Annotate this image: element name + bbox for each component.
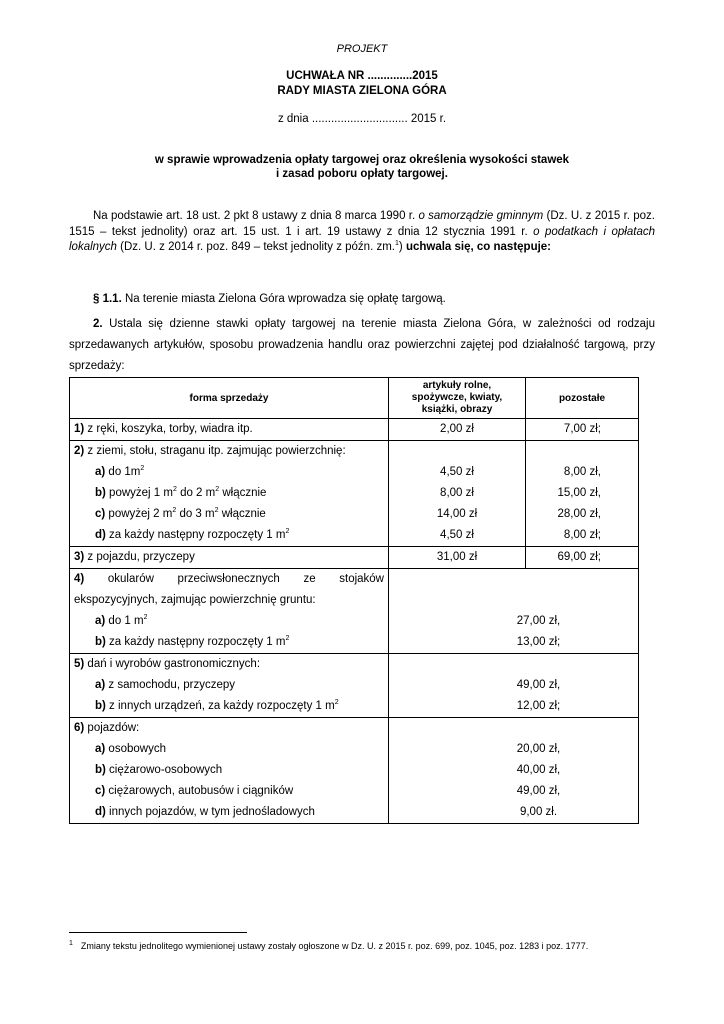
preamble-s5: (Dz. U. z 2014 r. poz. 849 – tekst jednolity z późn. zm. bbox=[116, 241, 395, 253]
section2-text: Ustala się dzienne stawki opłaty targowej na terenie miasta Zielona Góra, w zależności od rodzaju sprzedawanych artykułów, sposobu prowadzenia handlu oraz powierzchni zajętej pod działalność targową, przy sprzedaży: bbox=[69, 318, 655, 372]
table-r2-d-v2: 8,00 zł; bbox=[563, 529, 601, 541]
table-r2-a-v1: 4,50 zł bbox=[440, 466, 474, 478]
table-r2-b-l: b) bbox=[95, 487, 106, 499]
table-header-row bbox=[70, 378, 639, 419]
section-1 bbox=[69, 292, 655, 307]
subject-line-1: w sprawie wprowadzenia opłaty targowej oraz określenia wysokości stawek bbox=[154, 154, 570, 166]
table-r4-num: 4) bbox=[74, 573, 85, 585]
table-r2-num: 2) bbox=[74, 445, 85, 457]
table-row-4 bbox=[70, 569, 639, 654]
table-r4-w1: okularów bbox=[107, 573, 154, 585]
footnote bbox=[69, 941, 588, 951]
table-r2-d-v1: 4,50 zł bbox=[440, 529, 474, 541]
table-r2-d-t1: za każdy następny rozpoczęty 1 m bbox=[105, 529, 286, 541]
preamble-s1: Na podstawie art. 18 ust. 2 pkt 8 ustawy z dnia 8 marca 1990 r. bbox=[93, 210, 419, 222]
table-r6-label: pojazdów: bbox=[84, 722, 140, 734]
table-r6-a-v: 20,00 zł, bbox=[516, 743, 561, 755]
table-r2-b-t2: do 2 m bbox=[176, 487, 216, 499]
resolution-date: z dnia .............................. 2015 r. bbox=[277, 113, 447, 125]
preamble-s2: o samorządzie gminnym bbox=[418, 210, 544, 222]
table-r6-d-l: d) bbox=[95, 806, 106, 818]
table-r5-num: 5) bbox=[74, 658, 85, 670]
footnote-reference: 1 bbox=[395, 240, 399, 248]
table-r6-c-v: 49,00 zł, bbox=[516, 785, 561, 797]
table-r2-a-sup: 2 bbox=[140, 465, 145, 473]
table-r5-b-sup: 2 bbox=[334, 699, 339, 707]
table-r4-w3: ze bbox=[303, 573, 316, 585]
table-r4-b-l: b) bbox=[95, 636, 106, 648]
table-r2-c-v2: 28,00 zł, bbox=[557, 508, 601, 520]
table-r3-label: z pojazdu, przyczepy bbox=[84, 551, 195, 563]
table-r3-num: 3) bbox=[74, 551, 85, 563]
table-r2-label: z ziemi, stołu, straganu itp. zajmując powierzchnię: bbox=[84, 445, 346, 457]
table-r4-w4: stojaków bbox=[339, 573, 384, 585]
table-r6-b-l: b) bbox=[95, 764, 106, 776]
table-r4-a-l: a) bbox=[95, 615, 106, 627]
table-r2-b-v1: 8,00 zł bbox=[440, 487, 474, 499]
table-r4-b-t1: za każdy następny rozpoczęty 1 m bbox=[105, 636, 286, 648]
footnote-num: 1 bbox=[69, 940, 73, 947]
table-r5-b-t1: z innych urządzeń, za każdy rozpoczęty 1 m bbox=[105, 700, 335, 712]
table-row-6 bbox=[70, 718, 639, 824]
table-r2-b-t3: włącznie bbox=[219, 487, 267, 499]
resolution-title: UCHWAŁA NR ..............2015 bbox=[286, 70, 438, 82]
subject-line-2: i zasad poboru opłaty targowej. bbox=[276, 168, 448, 180]
table-r2-c-t1: powyżej 2 m bbox=[105, 508, 173, 520]
table-r5-a-l: a) bbox=[95, 679, 106, 691]
section1-num: § 1.1. bbox=[93, 293, 122, 305]
section1-text: Na terenie miasta Zielona Góra wprowadza się opłatę targową. bbox=[121, 293, 446, 305]
footnote-text: Zmiany tekstu jednolitego wymienionej ustawy zostały ogłoszone w Dz. U. z 2015 r. poz. 699, poz. 1045, poz. 1283 i poz. 1777. bbox=[80, 941, 589, 951]
table-r1-label: z ręki, koszyka, torby, wiadra itp. bbox=[84, 423, 253, 435]
table-r5-b-v: 12,00 zł; bbox=[516, 700, 561, 712]
table-r4-a-t1: do 1 m bbox=[105, 615, 144, 627]
table-r4-w2: przeciwsłonecznych bbox=[177, 573, 280, 585]
table-r4-b-v: 13,00 zł; bbox=[516, 636, 561, 648]
preamble-s3: (Dz. U. z 2015 r. poz. 1515 – tekst jednolity) oraz art. 15 ust. 1 i art. 19 ustawy z dnia 12 stycznia 1991 r. bbox=[69, 210, 655, 238]
table-row-2 bbox=[70, 441, 639, 547]
table-r6-d-t1: innych pojazdów, w tym jednośladowych bbox=[105, 806, 315, 818]
table-r6-num: 6) bbox=[74, 722, 85, 734]
table-r2-b-sup2: 2 bbox=[215, 486, 220, 494]
table-r5-label: dań i wyrobów gastronomicznych: bbox=[84, 658, 261, 670]
table-r4-line2: ekspozycyjnych, zajmując powierzchnię gruntu: bbox=[74, 594, 316, 606]
table-r5-a-v: 49,00 zł, bbox=[516, 679, 561, 691]
table-r6-c-t1: ciężarowych, autobusów i ciągników bbox=[105, 785, 294, 797]
table-r5-b-l: b) bbox=[95, 700, 106, 712]
header-forma-sprzedazy: forma sprzedaży bbox=[70, 378, 389, 419]
table-row-3 bbox=[70, 547, 639, 569]
table-r2-a-l: a) bbox=[95, 466, 106, 478]
preamble-s7: uchwala się, co następuje: bbox=[405, 241, 552, 253]
table-r6-a-t1: osobowych bbox=[105, 743, 166, 755]
table-r4-a-v: 27,00 zł, bbox=[516, 615, 561, 627]
table-r2-c-t2: do 3 m bbox=[176, 508, 215, 520]
preamble bbox=[69, 209, 655, 256]
preamble-s4: o podatkach i opłatach lokalnych bbox=[69, 225, 655, 253]
table-col2-l1: artykuły rolne, bbox=[422, 380, 492, 391]
fee-table bbox=[69, 377, 639, 824]
table-r1-num: 1) bbox=[74, 423, 85, 435]
table-r2-b-t1: powyżej 1 m bbox=[105, 487, 173, 499]
table-r2-c-t3: włącznie bbox=[218, 508, 266, 520]
header-pozostale: pozostałe bbox=[526, 378, 639, 419]
table-r2-b-v2: 15,00 zł, bbox=[557, 487, 601, 499]
table-row-5 bbox=[70, 654, 639, 718]
section2-num: 2. bbox=[93, 318, 103, 330]
preamble-s6: ) bbox=[398, 241, 406, 253]
table-r4-a-sup: 2 bbox=[143, 614, 148, 622]
table-r6-b-v: 40,00 zł, bbox=[516, 764, 561, 776]
section-2 bbox=[69, 314, 655, 377]
table-r6-b-t1: ciężarowo-osobowych bbox=[105, 764, 223, 776]
header-artykuly-rolne bbox=[389, 378, 526, 419]
table-r2-b-sup1: 2 bbox=[172, 486, 177, 494]
table-r2-d-sup: 2 bbox=[285, 528, 290, 536]
table-r1-v2: 7,00 zł; bbox=[563, 423, 601, 435]
table-r3-v2: 69,00 zł; bbox=[557, 551, 601, 563]
footnote-divider bbox=[69, 932, 247, 933]
table-r2-d-l: d) bbox=[95, 529, 106, 541]
table-r2-a-t1: do 1m bbox=[105, 466, 141, 478]
council-name: RADY MIASTA ZIELONA GÓRA bbox=[277, 85, 447, 97]
table-r3-v1: 31,00 zł bbox=[436, 551, 478, 563]
table-r1-v1: 2,00 zł bbox=[440, 423, 474, 435]
table-r2-c-v1: 14,00 zł bbox=[436, 508, 478, 520]
table-col2-l2: spożywcze, kwiaty, bbox=[411, 392, 503, 403]
table-r6-d-v: 9,00 zł. bbox=[519, 806, 558, 818]
table-r2-c-sup1: 2 bbox=[172, 507, 177, 515]
projekt-label: PROJEKT bbox=[336, 43, 388, 55]
table-row-1 bbox=[70, 419, 639, 441]
table-r5-a-t1: z samochodu, przyczepy bbox=[105, 679, 235, 691]
table-r6-a-l: a) bbox=[95, 743, 106, 755]
table-r2-a-v2: 8,00 zł, bbox=[563, 466, 601, 478]
table-r2-c-l: c) bbox=[95, 508, 106, 520]
table-r2-c-sup2: 2 bbox=[214, 507, 219, 515]
table-r4-b-sup: 2 bbox=[285, 635, 290, 643]
table-r6-c-l: c) bbox=[95, 785, 106, 797]
table-col2-l3: książki, obrazy bbox=[421, 404, 493, 415]
